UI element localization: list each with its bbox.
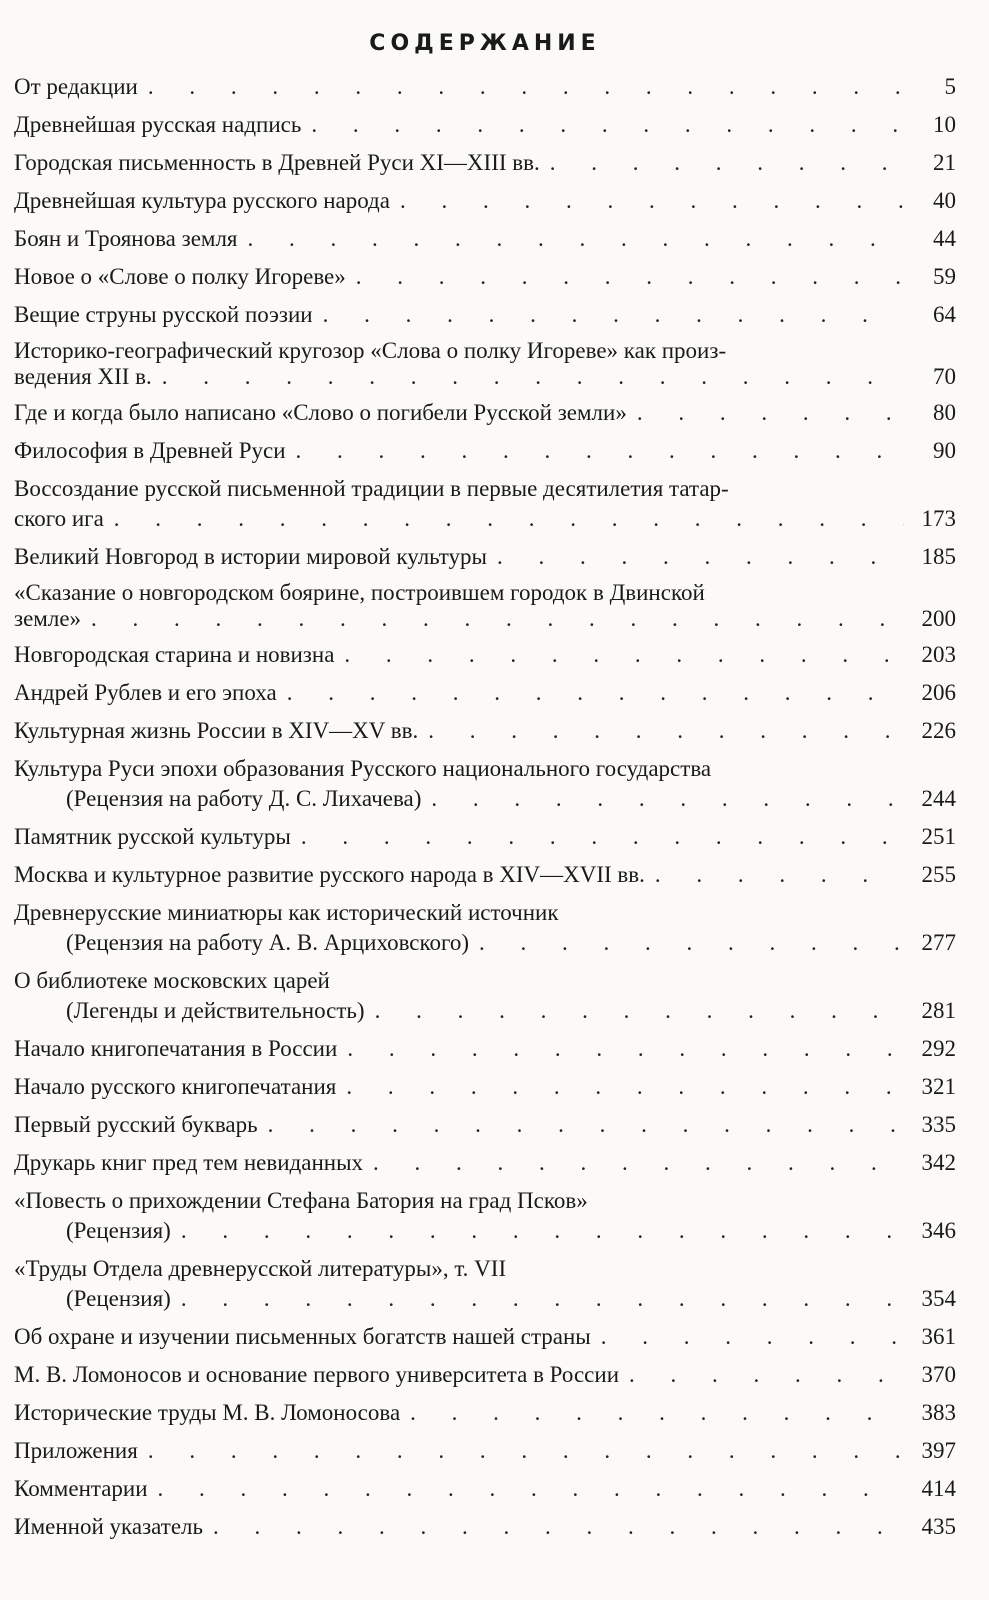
toc-entry-title: Об охране и изучении письменных богатств нашей страны xyxy=(14,1324,591,1349)
dot-leader xyxy=(91,606,904,632)
toc-entry-page-number: 21 xyxy=(933,150,956,175)
dot-leader xyxy=(356,262,904,292)
dot-leader xyxy=(637,398,904,428)
toc-entry xyxy=(14,398,956,428)
toc-entry-title: М. В. Ломоносов и основание первого университета в России xyxy=(14,1362,620,1387)
dot-leader xyxy=(181,1284,904,1314)
table-of-contents xyxy=(14,72,956,1542)
toc-entry-page-number: 44 xyxy=(933,226,956,251)
toc-entry xyxy=(14,1072,956,1102)
toc-entry xyxy=(14,1254,956,1314)
toc-entry-second-line xyxy=(14,1284,956,1314)
toc-entry-title: Новое о «Слове о полку Игореве» xyxy=(14,264,346,289)
toc-entry xyxy=(14,860,956,890)
toc-entry-page-number: 354 xyxy=(921,1286,956,1311)
toc-entry-title: Боян и Троянова земля xyxy=(14,226,238,251)
toc-entry-title: Великий Новгород в истории мировой культуры xyxy=(14,544,487,569)
toc-entry-page-number: 281 xyxy=(921,998,956,1023)
toc-entry-second-line xyxy=(14,996,956,1026)
toc-entry xyxy=(14,186,956,216)
toc-entry xyxy=(14,1186,956,1246)
toc-entry xyxy=(14,1148,956,1178)
toc-entry xyxy=(14,822,956,852)
toc-entry-page-number: 414 xyxy=(921,1476,956,1501)
toc-entry-page-number: 90 xyxy=(933,438,956,463)
toc-entry-page-number: 397 xyxy=(921,1438,956,1463)
toc-entry-title-line2: ведения XII в. xyxy=(14,364,152,389)
toc-entry-page-number: 64 xyxy=(933,302,956,327)
toc-entry-second-line xyxy=(14,928,956,958)
toc-entry xyxy=(14,72,956,102)
toc-entry-title: Начало книгопечатания в России xyxy=(14,1036,338,1061)
toc-entry-title-line2: (Рецензия) xyxy=(66,1286,171,1311)
dot-leader xyxy=(311,110,904,140)
toc-entry-page-number: 173 xyxy=(921,506,956,531)
dot-leader xyxy=(601,1322,904,1352)
toc-entry-title: От редакции xyxy=(14,74,138,99)
toc-entry-page-number: 5 xyxy=(944,74,956,99)
dot-leader xyxy=(114,504,904,534)
dot-leader xyxy=(301,822,904,852)
dot-leader xyxy=(347,1034,904,1064)
toc-entry-title-line2: ского ига xyxy=(14,506,104,531)
toc-entry-page-number: 59 xyxy=(933,264,956,289)
dot-leader xyxy=(655,860,904,890)
toc-entry xyxy=(14,1110,956,1140)
toc-entry-title: Новгородская старина и новизна xyxy=(14,642,335,667)
toc-entry xyxy=(14,474,956,534)
toc-entry xyxy=(14,580,956,632)
toc-entry-title: Комментарии xyxy=(14,1476,148,1501)
toc-entry-title: Древнейшая культура русского народа xyxy=(14,188,390,213)
toc-entry xyxy=(14,898,956,958)
toc-entry xyxy=(14,1474,956,1504)
dot-leader xyxy=(346,1072,904,1102)
page-title: СОДЕРЖАНИЕ xyxy=(369,31,601,56)
toc-entry-page-number: 10 xyxy=(933,112,956,137)
toc-entry-second-line xyxy=(14,606,956,632)
dot-leader xyxy=(296,436,904,466)
dot-leader xyxy=(248,224,904,254)
dot-leader xyxy=(148,72,904,102)
toc-entry xyxy=(14,148,956,178)
toc-entry-page-number: 244 xyxy=(921,786,956,811)
toc-entry-page-number: 335 xyxy=(921,1112,956,1137)
toc-entry-page-number: 185 xyxy=(921,544,956,569)
toc-entry xyxy=(14,338,956,390)
dot-leader xyxy=(497,542,904,572)
dot-leader xyxy=(323,300,904,330)
toc-entry-page-number: 226 xyxy=(921,718,956,743)
toc-entry xyxy=(14,678,956,708)
toc-entry-title: Исторические труды М. В. Ломоносова xyxy=(14,1400,401,1425)
toc-entry xyxy=(14,1034,956,1064)
toc-entry-title: Городская письменность в Древней Руси XI—XIII вв. xyxy=(14,150,540,175)
toc-entry-title-line1: «Труды Отдела древнерусской литературы», т. VII xyxy=(14,1256,507,1281)
toc-entry-title: Начало русского книгопечатания xyxy=(14,1074,337,1099)
toc-entry-title-line1: «Повесть о прихождении Стефана Батория на град Псков» xyxy=(14,1188,588,1213)
toc-entry-title-line1: Воссоздание русской письменной традиции в первые десятилетия татар- xyxy=(14,476,729,501)
dot-leader xyxy=(268,1110,904,1140)
toc-entry-title-line2: земле» xyxy=(14,606,82,631)
dot-leader xyxy=(344,640,904,670)
toc-entry-title-line1: Культура Руси эпохи образования Русского национального государства xyxy=(14,756,712,781)
dot-leader xyxy=(162,364,904,390)
dot-leader xyxy=(375,996,904,1026)
toc-entry-title: Культурная жизнь России в XIV—XV вв. xyxy=(14,718,419,743)
dot-leader xyxy=(431,784,904,814)
dot-leader xyxy=(213,1512,904,1542)
toc-entry-title-line1: О библиотеке московских царей xyxy=(14,968,330,993)
toc-entry-title: Друкарь книг пред тем невиданных xyxy=(14,1150,364,1175)
toc-entry-title: Москва и культурное развитие русского народа в XIV—XVII вв. xyxy=(14,862,645,887)
dot-leader xyxy=(550,148,904,178)
toc-entry-page-number: 200 xyxy=(921,606,956,631)
toc-entry xyxy=(14,1398,956,1428)
toc-entry xyxy=(14,1322,956,1352)
toc-entry-title-line1: Древнерусские миниатюры как исторический источник xyxy=(14,900,559,925)
toc-entry-title: Андрей Рублев и его эпоха xyxy=(14,680,277,705)
toc-entry xyxy=(14,262,956,292)
dot-leader xyxy=(287,678,904,708)
dot-leader xyxy=(373,1148,904,1178)
toc-entry-title: Приложения xyxy=(14,1438,138,1463)
toc-entry-second-line xyxy=(14,364,956,390)
dot-leader xyxy=(148,1436,904,1466)
toc-entry xyxy=(14,436,956,466)
toc-entry-title: Памятник русской культуры xyxy=(14,824,291,849)
dot-leader xyxy=(479,928,904,958)
toc-entry-title: Философия в Древней Руси xyxy=(14,438,286,463)
toc-entry-second-line xyxy=(14,1216,956,1246)
toc-page xyxy=(14,26,956,1550)
toc-entry-title-line2: (Рецензия на работу Д. С. Лихачева) xyxy=(66,786,422,811)
toc-entry-title-line2: (Рецензия) xyxy=(66,1218,171,1243)
toc-entry xyxy=(14,1436,956,1466)
dot-leader xyxy=(428,716,904,746)
toc-entry xyxy=(14,110,956,140)
toc-entry-title-line2: (Легенды и действительность) xyxy=(66,998,365,1023)
toc-entry-page-number: 435 xyxy=(921,1514,956,1539)
toc-entry-page-number: 251 xyxy=(921,824,956,849)
toc-entry-page-number: 70 xyxy=(933,364,956,389)
toc-entry xyxy=(14,224,956,254)
toc-entry-page-number: 370 xyxy=(921,1362,956,1387)
toc-entry-page-number: 277 xyxy=(921,930,956,955)
toc-entry xyxy=(14,716,956,746)
toc-entry-title-line1: Историко-географический кругозор «Слова о полку Игореве» как произ- xyxy=(14,338,727,363)
toc-entry-page-number: 321 xyxy=(921,1074,956,1099)
toc-entry xyxy=(14,754,956,814)
toc-entry-title: Именной указатель xyxy=(14,1514,204,1539)
dot-leader xyxy=(400,186,904,216)
toc-entry-page-number: 346 xyxy=(921,1218,956,1243)
toc-entry-title-line1: «Сказание о новгородском боярине, построившем городок в Двинской xyxy=(14,580,705,605)
toc-entry xyxy=(14,640,956,670)
dot-leader xyxy=(629,1360,904,1390)
toc-entry-page-number: 203 xyxy=(921,642,956,667)
toc-entry xyxy=(14,1360,956,1390)
dot-leader xyxy=(181,1216,904,1246)
dot-leader xyxy=(158,1474,904,1504)
toc-entry-second-line xyxy=(14,784,956,814)
toc-entry-title-line2: (Рецензия на работу А. В. Арциховского) xyxy=(66,930,470,955)
toc-entry-title: Древнейшая русская надпись xyxy=(14,112,302,137)
toc-entry-page-number: 292 xyxy=(921,1036,956,1061)
dot-leader xyxy=(410,1398,904,1428)
toc-entry xyxy=(14,300,956,330)
toc-entry-second-line xyxy=(14,504,956,534)
toc-entry xyxy=(14,542,956,572)
toc-entry-page-number: 40 xyxy=(933,188,956,213)
toc-entry xyxy=(14,1512,956,1542)
toc-entry xyxy=(14,966,956,1026)
toc-entry-page-number: 80 xyxy=(933,400,956,425)
toc-entry-page-number: 383 xyxy=(921,1400,956,1425)
toc-entry-title: Вещие струны русской поэзии xyxy=(14,302,313,327)
toc-entry-page-number: 342 xyxy=(921,1150,956,1175)
toc-entry-page-number: 255 xyxy=(921,862,956,887)
toc-entry-page-number: 206 xyxy=(921,680,956,705)
toc-entry-page-number: 361 xyxy=(921,1324,956,1349)
toc-entry-title: Где и когда было написано «Слово о погибели Русской земли» xyxy=(14,400,627,425)
toc-entry-title: Первый русский букварь xyxy=(14,1112,258,1137)
